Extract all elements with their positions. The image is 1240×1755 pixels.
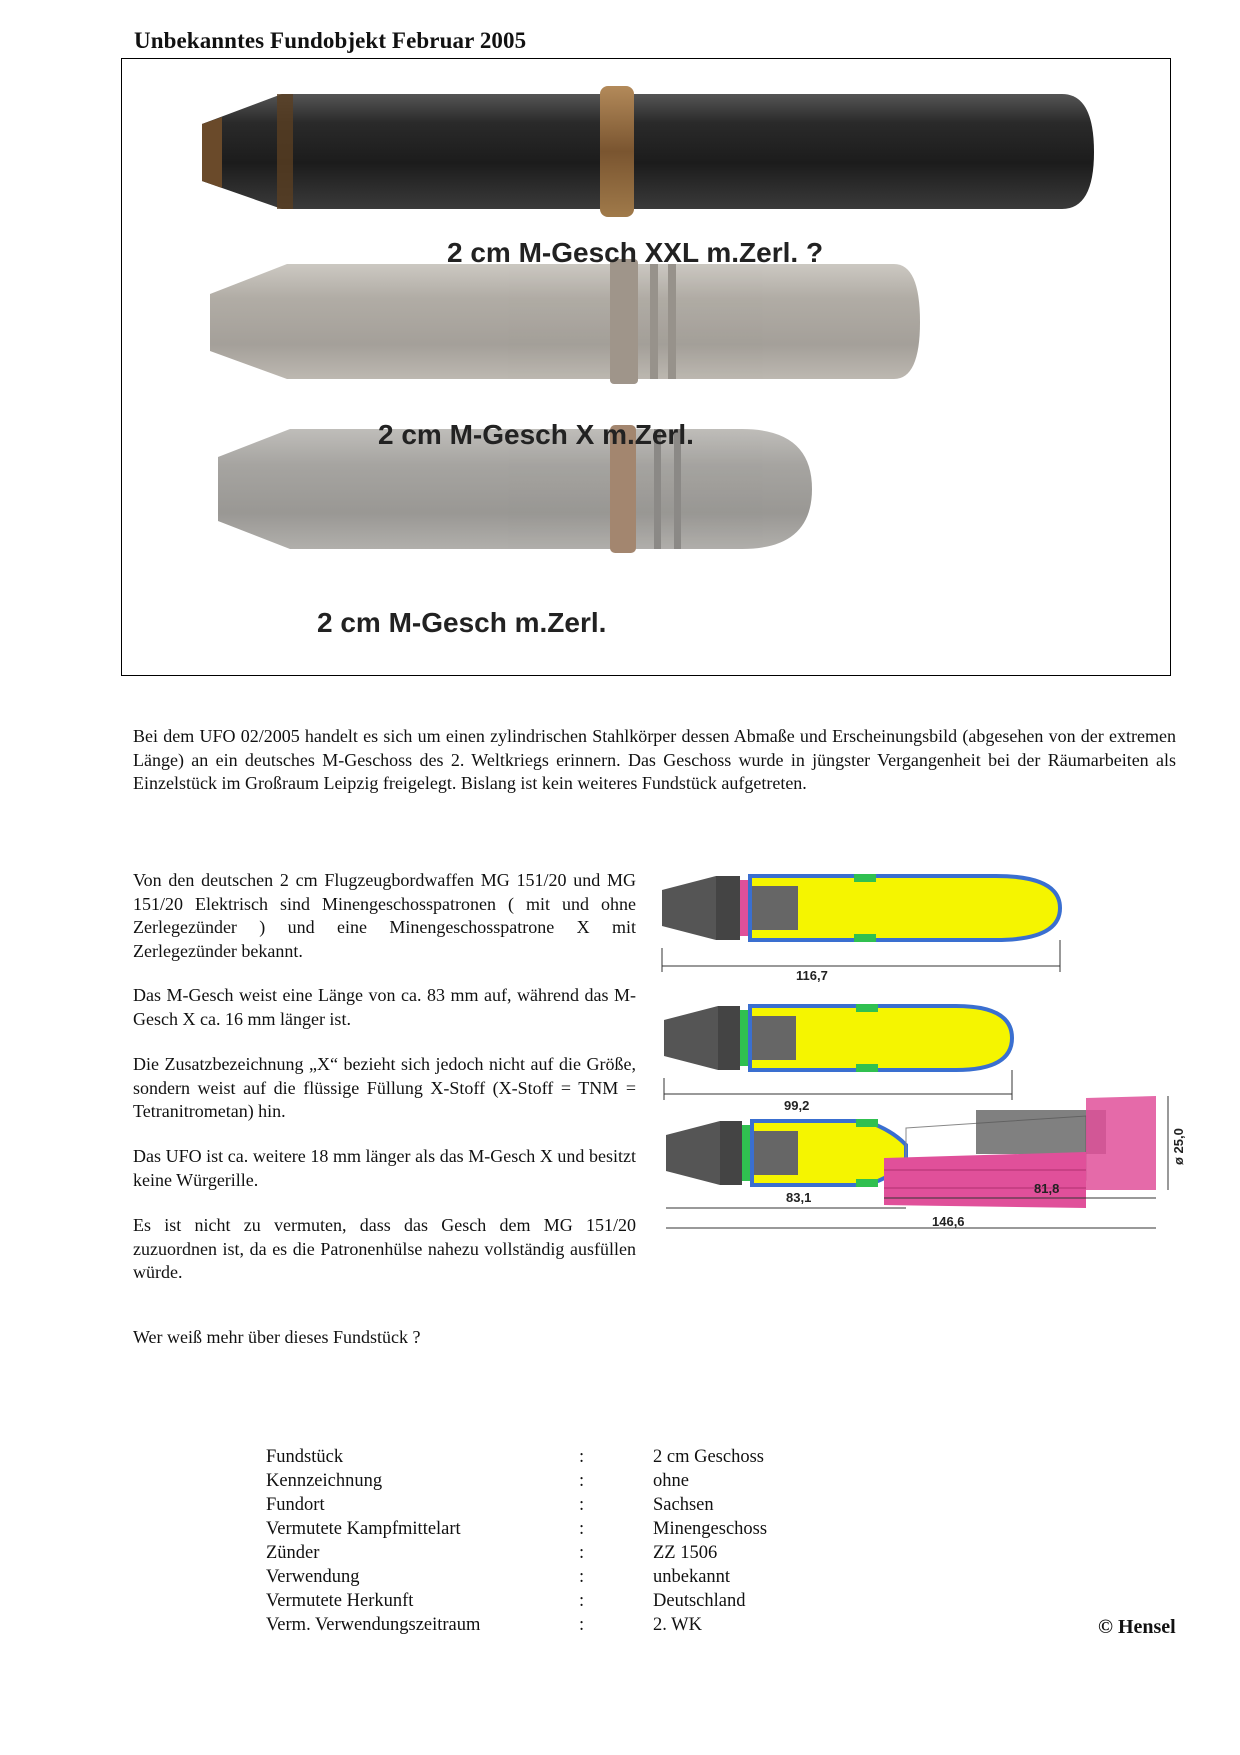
- spec-value: Deutschland: [653, 1591, 746, 1611]
- spec-value: 2. WK: [653, 1615, 702, 1635]
- spec-row: [266, 1517, 853, 1541]
- projectile-xxl: [202, 86, 1094, 217]
- dim-diameter: ø 25,0: [1171, 1128, 1186, 1165]
- section-cartridge-3: [666, 1096, 1186, 1229]
- spec-row: [266, 1445, 853, 1469]
- spec-separator: :: [579, 1615, 585, 1635]
- cross-section-drawing: [656, 860, 1196, 1240]
- dim-99-2: 99,2: [784, 1098, 810, 1113]
- dim-83-1: 83,1: [786, 1190, 812, 1205]
- spec-key: Kennzeichnung: [266, 1471, 383, 1491]
- projectile-photo-drawing: [122, 59, 1169, 674]
- dim-146-6: 146,6: [932, 1214, 965, 1229]
- copyright: © Hensel: [1098, 1616, 1176, 1638]
- page-title: Unbekanntes Fundobjekt Februar 2005: [134, 28, 527, 53]
- projectile-photo: [121, 58, 1171, 676]
- spec-value: Sachsen: [653, 1495, 714, 1515]
- caption-x: 2 cm M-Gesch X m.Zerl.: [378, 419, 694, 450]
- paragraph-5: Es ist nicht zu vermuten, dass das Gesch dem MG 151/20 zuzuordnen ist, da es die Patronenhülse nahezu vollständig ausfüllen würde.: [133, 1215, 636, 1282]
- caption-xxl: 2 cm M-Gesch XXL m.Zerl. ?: [447, 237, 824, 268]
- spec-row: [266, 1613, 853, 1637]
- paragraph-2: Das M-Gesch weist eine Länge von ca. 83 mm auf, während das M-Gesch X ca. 16 mm länger ist.: [133, 985, 636, 1029]
- spec-row: [266, 1469, 853, 1493]
- spec-separator: :: [579, 1471, 585, 1491]
- spec-separator: :: [579, 1495, 585, 1515]
- dim-81-8: 81,8: [1034, 1181, 1060, 1196]
- spec-value: ohne: [653, 1471, 689, 1491]
- spec-row: [266, 1493, 853, 1517]
- spec-value: unbekannt: [653, 1567, 731, 1587]
- question-text: Wer weiß mehr über dieses Fundstück ?: [133, 1327, 421, 1347]
- cross-section-diagram: [656, 860, 1196, 1245]
- intro-paragraph: Bei dem UFO 02/2005 handelt es sich um einen zylindrischen Stahlkörper dessen Abmaße und Erscheinungsbild (abgesehen von der extremen Länge) an ein deutsches M-Geschoss des 2. Weltkriegs erinnern. Das Geschoss wurde in jüngster Vergangenheit bei der Räumarbeiten als Einzelstück im Großraum Leipzig freigelegt. Bislang ist kein weiteres Fundstück aufgetreten.: [133, 726, 1176, 793]
- spec-value: Minengeschoss: [653, 1519, 768, 1539]
- paragraph-1: Von den deutschen 2 cm Flugzeugbordwaffen MG 151/20 und MG 151/20 Elektrisch sind Minengeschosspatronen ( mit und ohne Zerlegezünder ) und eine Minengeschosspatrone X mit Zerlegezünder bekannt.: [133, 870, 636, 961]
- spec-separator: :: [579, 1543, 585, 1563]
- dim-116-7: 116,7: [796, 968, 828, 983]
- spec-separator: :: [579, 1567, 585, 1587]
- section-projectile-2: [664, 1004, 1012, 1113]
- spec-key: Zünder: [266, 1543, 320, 1563]
- spec-row: [266, 1541, 853, 1565]
- spec-value: ZZ 1506: [653, 1543, 718, 1563]
- spec-row: [266, 1589, 853, 1613]
- spec-separator: :: [579, 1447, 585, 1467]
- spec-row: [266, 1565, 853, 1589]
- spec-value: 2 cm Geschoss: [653, 1447, 764, 1467]
- spec-key: Vermutete Kampfmittelart: [266, 1519, 461, 1539]
- spec-separator: :: [579, 1591, 585, 1611]
- section-projectile-1: [662, 874, 1060, 983]
- spec-key: Vermutete Herkunft: [266, 1591, 414, 1611]
- spec-key: Fundort: [266, 1495, 325, 1515]
- spec-key: Fundstück: [266, 1447, 344, 1467]
- paragraph-3: Die Zusatzbezeichnung „X“ bezieht sich jedoch nicht auf die Größe, sondern weist auf die flüssige Füllung X-Stoff (X-Stoff = TNM = Tetranitrometan) hin.: [133, 1054, 636, 1121]
- paragraph-4: Das UFO ist ca. weitere 18 mm länger als das M-Gesch X und besitzt keine Würgerille.: [133, 1146, 636, 1190]
- spec-key: Verwendung: [266, 1567, 360, 1587]
- caption-standard: 2 cm M-Gesch m.Zerl.: [317, 607, 607, 638]
- spec-table: [266, 1445, 853, 1637]
- projectile-x: [210, 259, 920, 384]
- spec-key: Verm. Verwendungszeitraum: [266, 1615, 481, 1635]
- spec-separator: :: [579, 1519, 585, 1539]
